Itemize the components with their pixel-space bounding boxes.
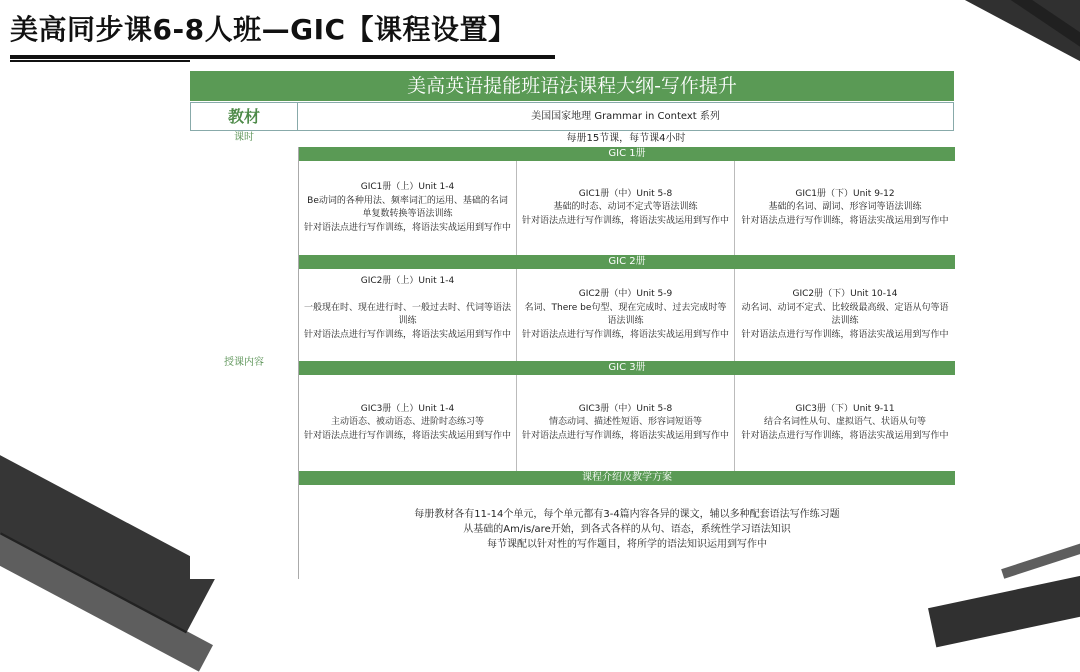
unit-cell xyxy=(735,269,955,361)
unit-desc: 基础的时态、动词不定式等语法训练 xyxy=(553,202,698,213)
unit-cell xyxy=(299,269,517,361)
unit-desc: 动名词、动词不定式、比较级最高级、定语从句等语法训练 xyxy=(741,302,949,326)
hours-label: 课时 xyxy=(234,132,254,143)
unit-desc: 名词、There be句型、现在完成时、过去完成时等语法训练 xyxy=(524,302,727,326)
intro-line: 每册教材各有11-14个单元，每个单元都有3-4篇内容各异的课文，辅以多种配套语法写作练习题 xyxy=(414,509,840,520)
book-row xyxy=(299,375,955,471)
unit-desc: 情态动词、描述性短语、形容词短语等 xyxy=(548,417,702,428)
unit-desc: 基础的名词、副词、形容词等语法训练 xyxy=(768,202,922,213)
unit-desc: 结合名词性从句、虚拟语气、状语从句等 xyxy=(763,417,926,428)
content-label: 授课内容 xyxy=(224,357,264,368)
intro-line: 每节课配以针对性的写作题目，将所学的语法知识运用到写作中 xyxy=(487,539,767,550)
title-block xyxy=(10,10,517,50)
content-area xyxy=(298,147,954,579)
intro-header: 课程介绍及教学方案 xyxy=(299,471,955,485)
unit-title: GIC2册（下）Unit 10-14 xyxy=(792,289,898,299)
unit-practice: 针对语法点进行写作训练，将语法实战运用到写作中 xyxy=(741,430,949,441)
book-row xyxy=(299,269,955,361)
course-outline-table xyxy=(190,71,954,579)
unit-practice: 针对语法点进行写作训练，将语法实战运用到写作中 xyxy=(521,329,729,340)
unit-cell xyxy=(517,161,735,255)
title-underline xyxy=(10,55,555,59)
unit-title: GIC1册（中）Unit 5-8 xyxy=(578,188,673,199)
intro-line: 从基础的Am/is/are开始，到各式各样的从句、语态，系统性学习语法知识 xyxy=(463,524,791,535)
book-header: GIC 3册 xyxy=(299,361,955,375)
table-banner: 美高英语提能班语法课程大纲-写作提升 xyxy=(190,71,954,101)
unit-desc: 主动语态、被动语态、进阶时态练习等 xyxy=(330,417,484,428)
unit-title: GIC2册（上）Unit 1-4 xyxy=(360,276,455,286)
intro-text xyxy=(299,507,955,552)
page-title: 美高同步课6-8人班—GIC【课程设置】 xyxy=(10,13,517,46)
unit-cell xyxy=(299,375,517,471)
unit-title: GIC3册（中）Unit 5-8 xyxy=(578,403,673,414)
unit-practice: 针对语法点进行写作训练，将语法实战运用到写作中 xyxy=(521,215,729,226)
book-header: GIC 2册 xyxy=(299,255,955,269)
unit-title: GIC2册（中）Unit 5-9 xyxy=(578,289,673,299)
unit-cell xyxy=(735,375,955,471)
unit-title: GIC3册（下）Unit 9-11 xyxy=(795,403,895,414)
unit-practice: 针对语法点进行写作训练，将语法实战运用到写作中 xyxy=(741,329,949,340)
title-underline xyxy=(10,60,190,62)
unit-practice: 针对语法点进行写作训练，将语法实战运用到写作中 xyxy=(303,222,511,233)
book-header: GIC 1册 xyxy=(299,147,955,161)
unit-practice: 针对语法点进行写作训练，将语法实战运用到写作中 xyxy=(303,430,511,441)
unit-practice: 针对语法点进行写作训练，将语法实战运用到写作中 xyxy=(303,329,511,340)
unit-title: GIC3册（上）Unit 1-4 xyxy=(360,403,455,414)
book-row xyxy=(299,161,955,255)
unit-title: GIC1册（下）Unit 9-12 xyxy=(795,188,895,199)
unit-desc: 一般现在时、现在进行时、一般过去时、代词等语法训练 xyxy=(303,302,511,326)
textbook-value: 美国国家地理 Grammar in Context 系列 xyxy=(298,102,954,131)
decorative-brush-stroke xyxy=(1001,535,1080,579)
unit-cell xyxy=(299,161,517,255)
unit-cell xyxy=(735,161,955,255)
unit-cell xyxy=(517,269,735,361)
unit-practice: 针对语法点进行写作训练，将语法实战运用到写作中 xyxy=(741,215,949,226)
textbook-label: 教材 xyxy=(190,102,298,131)
unit-cell xyxy=(517,375,735,471)
unit-practice: 针对语法点进行写作训练，将语法实战运用到写作中 xyxy=(521,430,729,441)
hours-value: 每册15节课，每节课4小时 xyxy=(566,133,686,144)
unit-title: GIC1册（上）Unit 1-4 xyxy=(360,182,455,192)
unit-desc: Be动词的各种用法、频率词汇的运用、基础的名词单复数转换等语法训练 xyxy=(307,195,508,219)
